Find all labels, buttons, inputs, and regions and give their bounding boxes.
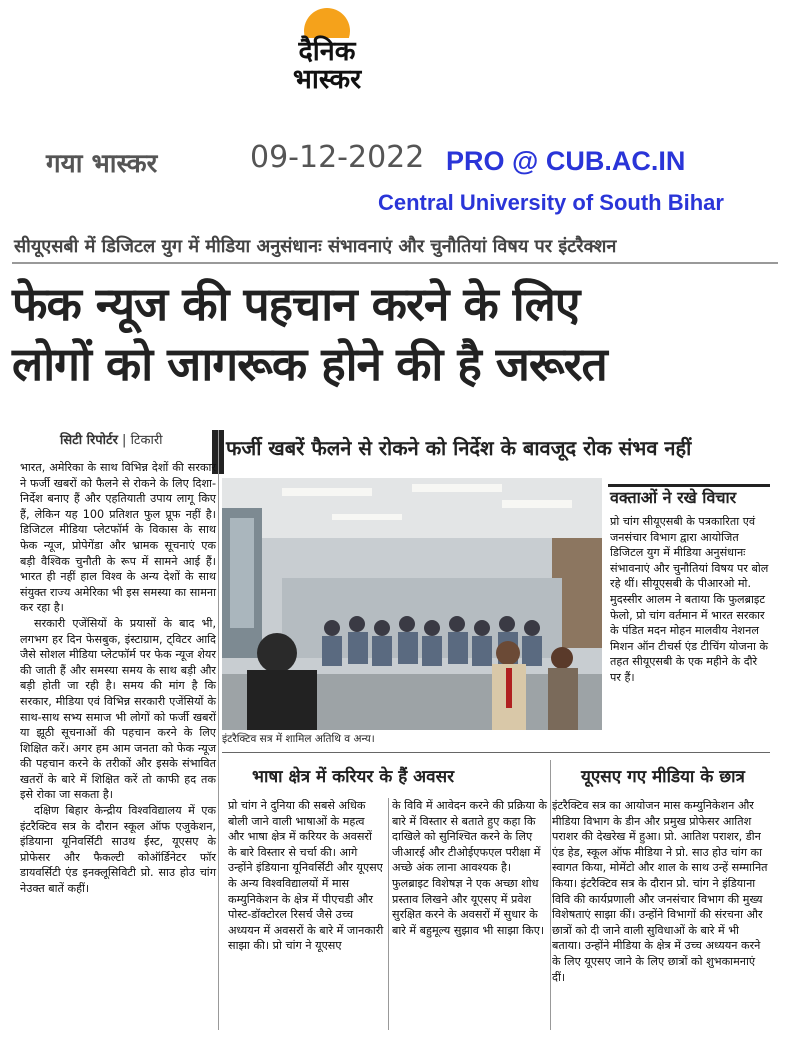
pro-email: PRO @ CUB.AC.IN — [446, 146, 686, 176]
divider — [12, 262, 778, 264]
edition-name: गया भास्कर — [46, 149, 158, 179]
paragraph-1: भारत, अमेरिका के साथ विभिन्न देशों की सरकार ने फर्जी खबरों को फैलने से रोकने के लिए दिशा-निर्देश बनाए हैं और एहतियाती उपाय लागू किए हैं, लेकिन यह 100 प्रतिशत फुल प्रूफ नहीं है। डिजिटल मीडिया प्लेटफॉर्म के विकास के साथ फेक न्यूज, प्रोपेगेंडा और भ्रामक सूचनाएं एक बड़ी वैश्विक चुनौती के रूप में सामने आई हैं। भारत ही नहीं हाल विश्व के अन्य देशों के साथ संयुक्त राज्य अमेरिका भी इस समस्या का सामना कर रहा है। — [20, 461, 216, 615]
publication-date: 09-12-2022 — [250, 140, 425, 175]
subhead: फर्जी खबरें फैलने से रोकने को निर्देश के बावजूद रोक संभव नहीं — [226, 436, 692, 460]
column-divider — [218, 430, 219, 1030]
body-column-2: प्रो चांग ने दुनिया की सबसे अधिक बोली जाने वाली भाषाओं के महत्व और भाषा क्षेत्र में करियर के अवसरों के बारे विस्तार से चर्चा की। आगे उन्होंने इंडियाना यूनिवर्सिटी और यूएसए के अन्य विश्वविद्यालयों में मास कम्युनिकेशन के क्षेत्र में पीएचडी और पोस्ट-डॉक्टोरल रिसर्च जैसे उच्च अध्ययन में अवसरों के बारे में जानकारी साझा की। प्रो चांग ने यूएसए — [228, 799, 384, 953]
column-divider — [388, 798, 389, 1030]
paragraph-2: सरकारी एजेंसियों के प्रयासों के बाद भी, लगभग हर दिन फेसबुक, इंस्टाग्राम, ट्विटर आदि जैसे सोशल मीडिया प्लेटफॉर्म पर फेक न्यूज शेयर की जाती हैं और समस्या समय के साथ बड़ी और बड़ी होती जा रही है। समय की मांग है कि सरकार, मीडिया एवं विभिन्न सरकारी एजेंसियों के साथ-साथ सभ्य समाज भी लोगों को फर्जी खबरों या झूठी सूचनाओं की पहचान करने के लिए शिक्षित करें। अगर हम आम जनता को फेक न्यूज की पहचान करने के तरीकों और इसके संभावित खतरों के बारे में शिक्षित करें तो काफी हद तक इसे रोका जा सकता है। — [20, 616, 216, 802]
photo-illustration — [222, 478, 602, 730]
sidebar-text: प्रो चांग सीयूएसबी के पत्रकारिता एवं जनसंचार विभाग द्वारा आयोजित डिजिटल युग में मीडिया अनुसंधानः संभावनाएं और चुनौतियां विषय पर बोल रहे थीं। सीयूएसबी के पीआरओ मो. मुदस्सीर आलम ने बताया कि फुलब्राइट फेलो, प्रो चांग वर्तमान में भारत सरकार के पंडित मदन मोहन मालवीय नेशनल मिशन ऑन टीचर्स एंड टीचिंग योजना के तहत सीयूएसबी के एक महीने के दौरे पर हैं। — [610, 515, 769, 684]
body-column-1 — [20, 460, 216, 897]
sidebar-heading: वक्ताओं ने रखे विचार — [610, 488, 737, 507]
logo-line2: भास्कर — [292, 64, 362, 95]
logo-sun-icon — [304, 8, 350, 38]
headline — [12, 274, 778, 394]
section-divider — [222, 752, 770, 753]
kicker: सीयूएसबी में डिजिटल युग में मीडिया अनुसंधानः संभावनाएं और चुनौतियां विषय पर इंटरैक्शन — [14, 236, 617, 257]
byline: सिटी रिपोर्टर | टिकारी — [60, 433, 163, 448]
body-column-3: के विवि में आवेदन करने की प्रक्रिया के बारे में विस्तार से बताते हुए कहा कि दाखिले को सुनिश्चित करने के लिए जीआरई और टीओईएफएल परीक्षा में अच्छे अंक लाना आवश्यक है। फुलब्राइट विशेषज्ञ ने एक अच्छा शोध प्रस्ताव लिखने और यूएसए में प्रवेश सुरक्षित करने के अवसरों में सुधार के बारे में बहुमूल्य सुझाव भी साझा किए। — [392, 799, 547, 937]
photo-caption: इंटरैक्टिव सत्र में शामिल अतिथि व अन्य। — [222, 733, 375, 745]
dateline-location: टिकारी — [130, 433, 163, 448]
column-divider — [550, 760, 551, 1030]
paragraph-3: दक्षिण बिहार केन्द्रीय विश्वविद्यालय में एक इंटरैक्टिव सत्र के दौरान स्कूल ऑफ एजुकेशन, इंडियाना यूनिवर्सिटी साउथ ईस्ट, यूएसए के प्रोफेसर और फैकल्टी कोऑर्डिनेटर फॉर डायवर्सिटी एंड इनक्लूसिविटी प्रो. साउ होउ चांग नेउक्त बातें कहीं। — [20, 804, 216, 896]
headline-line1: फेक न्यूज की पहचान करने के लिए — [12, 277, 580, 331]
newspaper-logo — [262, 38, 392, 94]
event-photo — [222, 478, 602, 730]
headline-line2: लोगों को जागरूक होने की है जरूरत — [12, 337, 607, 391]
body-column-4: इंटरैक्टिव सत्र का आयोजन मास कम्युनिकेशन और मीडिया विभाग के डीन और प्रमुख प्रोफेसर आतिश पराशर की देखरेख में हुआ। प्रो. आतिश पराशर, डीन एंड हेड, स्कूल ऑफ मीडिया ने प्रो. साउ होउ चांग का स्वागत किया, मोमेंटो और शाल के साथ उन्हें सम्मानित किया। इंटरैक्टिव सत्र के दौरान प्रो. चांग ने इंडियाना विवि की कार्यप्रणाली और जनसंचार विभाग की मुख्य विशेषताएं साझा कीं। उन्होंने विभागों की संरचना और छात्रों को दी जाने वाली सुविधाओं के बारे में भी बताया। उन्होंने मीडिया के क्षेत्र में उच्च अध्ययन करने के लिए यूएसए जाने के लिए छात्रों को शुभकामनाएं दीं। — [552, 799, 768, 984]
section-heading-career: भाषा क्षेत्र में करियर के हैं अवसर — [252, 767, 455, 787]
university-name: Central University of South Bihar — [378, 190, 724, 215]
section-heading-usa: यूएसए गए मीडिया के छात्र — [581, 767, 745, 787]
logo-line1: दैनिक — [298, 36, 356, 67]
reporter-name: सिटी रिपोर्टर — [60, 433, 118, 448]
